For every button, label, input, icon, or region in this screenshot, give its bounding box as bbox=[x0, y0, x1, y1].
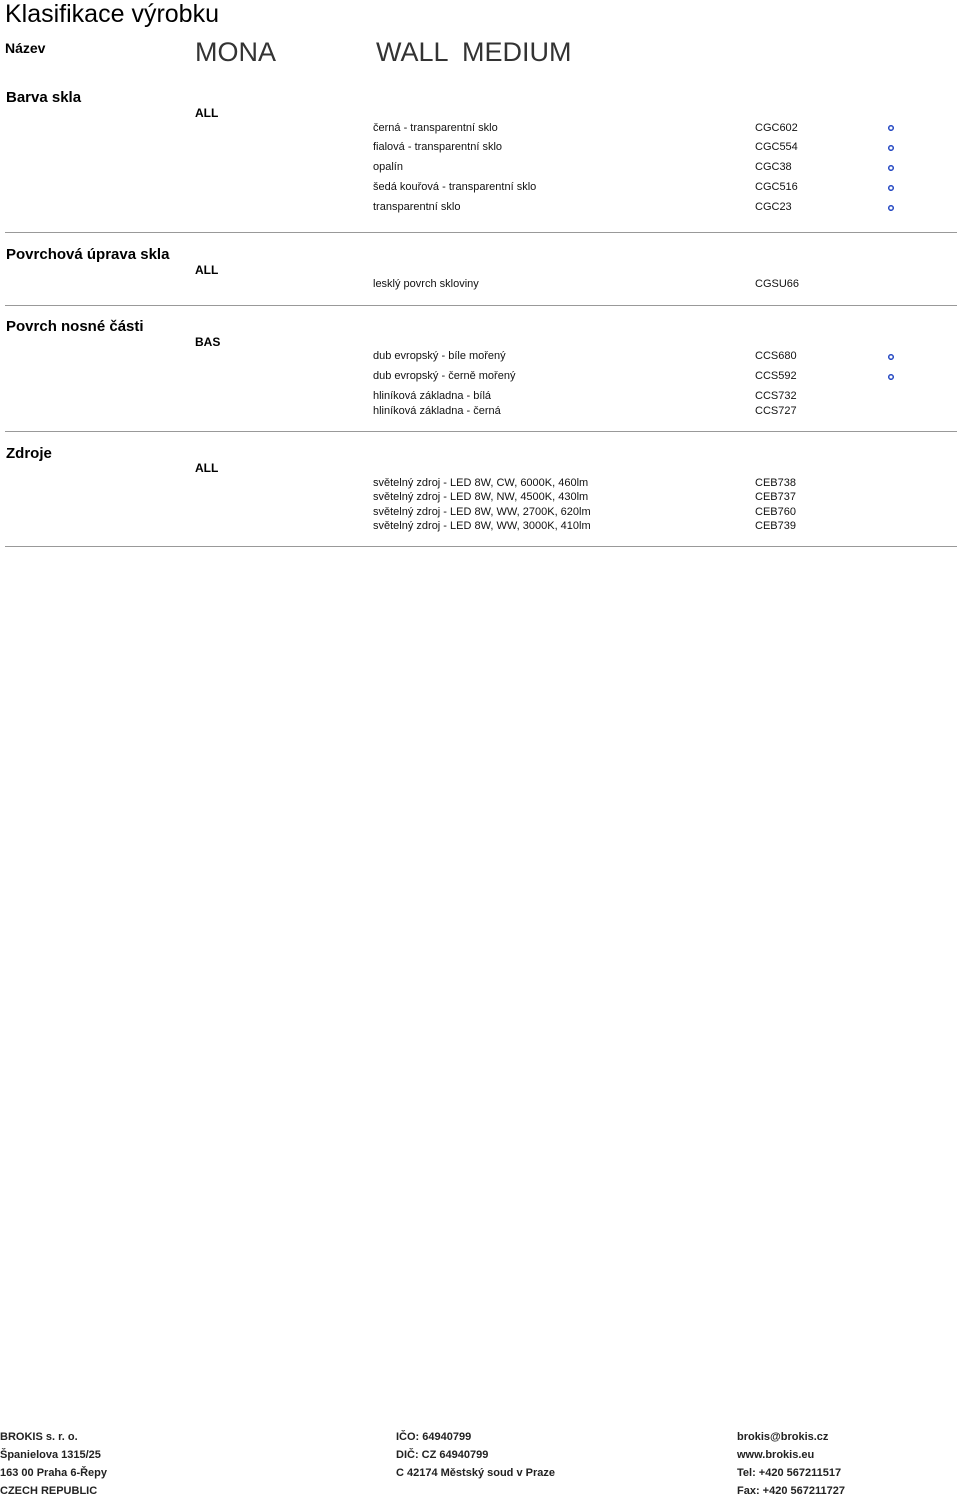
item-label: světelný zdroj - LED 8W, NW, 4500K, 430lm bbox=[373, 491, 589, 503]
item-label: fialová - transparentní sklo bbox=[373, 141, 503, 153]
item-label: černá - transparentní sklo bbox=[373, 122, 498, 134]
item-label: hliníková základna - bílá bbox=[373, 390, 492, 402]
item-label: světelný zdroj - LED 8W, WW, 3000K, 410lm bbox=[373, 520, 591, 532]
section-variant: BAS bbox=[195, 335, 221, 349]
company-phone: Tel: +420 567211517 bbox=[737, 1467, 842, 1479]
marker-dot-icon bbox=[888, 205, 894, 211]
company-city: 163 00 Praha 6-Řepy bbox=[0, 1467, 108, 1479]
item-code: CGC602 bbox=[755, 122, 798, 134]
marker-dot-icon bbox=[888, 125, 894, 131]
item-code: CGC516 bbox=[755, 181, 798, 193]
item-code: CEB739 bbox=[755, 520, 796, 532]
section-variant: ALL bbox=[195, 263, 219, 277]
item-label: šedá kouřová - transparentní sklo bbox=[373, 181, 537, 193]
item-code: CGSU66 bbox=[755, 278, 800, 290]
item-code: CGC23 bbox=[755, 201, 792, 213]
section-title: Barva skla bbox=[6, 89, 82, 106]
section-divider bbox=[5, 232, 957, 233]
company-registry: C 42174 Městský soud v Praze bbox=[396, 1467, 555, 1479]
marker-dot-icon bbox=[888, 185, 894, 191]
item-label: světelný zdroj - LED 8W, WW, 2700K, 620lm bbox=[373, 506, 591, 518]
item-label: lesklý povrch skloviny bbox=[373, 278, 479, 290]
section-divider bbox=[5, 305, 957, 306]
section-divider bbox=[5, 431, 957, 432]
item-label: transparentní sklo bbox=[373, 201, 461, 213]
item-code: CEB760 bbox=[755, 506, 796, 518]
section-title: Povrchová úprava skla bbox=[6, 246, 170, 263]
item-label: dub evropský - černě mořený bbox=[373, 370, 516, 382]
section-variant: ALL bbox=[195, 106, 219, 120]
item-code: CCS680 bbox=[755, 350, 797, 362]
section-title: Povrch nosné části bbox=[6, 318, 144, 335]
marker-dot-icon bbox=[888, 354, 894, 360]
item-code: CGC554 bbox=[755, 141, 798, 153]
product-name-part-3: MEDIUM bbox=[462, 37, 572, 67]
company-dic: DIČ: CZ 64940799 bbox=[396, 1449, 489, 1461]
marker-dot-icon bbox=[888, 145, 894, 151]
company-fax: Fax: +420 567211727 bbox=[737, 1485, 845, 1497]
name-label: Název bbox=[5, 40, 46, 56]
item-code: CEB737 bbox=[755, 491, 796, 503]
item-label: hliníková základna - černá bbox=[373, 405, 501, 417]
company-website-link[interactable]: www.brokis.eu bbox=[737, 1449, 815, 1461]
company-country: CZECH REPUBLIC bbox=[0, 1485, 98, 1497]
item-code: CCS727 bbox=[755, 405, 797, 417]
company-ico: IČO: 64940799 bbox=[396, 1431, 472, 1443]
marker-dot-icon bbox=[888, 374, 894, 380]
section-title: Zdroje bbox=[6, 445, 52, 462]
item-code: CCS592 bbox=[755, 370, 797, 382]
marker-dot-icon bbox=[888, 165, 894, 171]
section-variant: ALL bbox=[195, 461, 219, 475]
item-code: CEB738 bbox=[755, 477, 796, 489]
page-title: Klasifikace výrobku bbox=[5, 0, 219, 28]
item-label: opalín bbox=[373, 161, 403, 173]
item-label: dub evropský - bíle mořený bbox=[373, 350, 506, 362]
company-email-link[interactable]: brokis@brokis.cz bbox=[737, 1431, 829, 1443]
item-code: CGC38 bbox=[755, 161, 792, 173]
product-name-part-2: WALL bbox=[376, 37, 449, 67]
product-name-part-1: MONA bbox=[195, 37, 276, 67]
company-street: Španielova 1315/25 bbox=[0, 1449, 101, 1461]
company-name: BROKIS s. r. o. bbox=[0, 1431, 78, 1443]
item-label: světelný zdroj - LED 8W, CW, 6000K, 460lm bbox=[373, 477, 589, 489]
section-divider bbox=[5, 546, 957, 547]
item-code: CCS732 bbox=[755, 390, 797, 402]
